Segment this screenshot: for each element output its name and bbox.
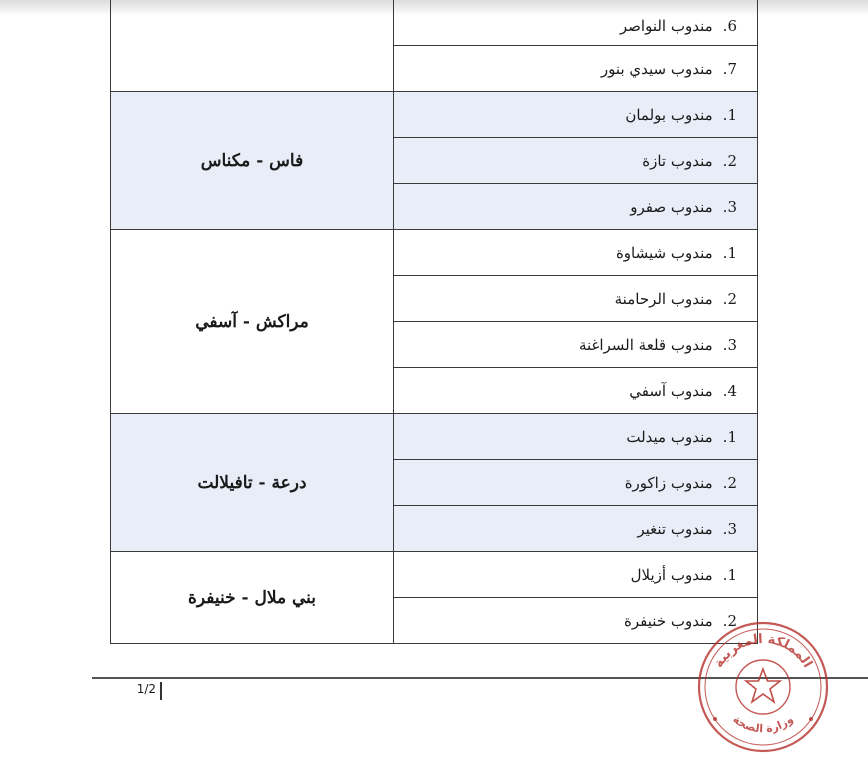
delegate-number: 1. [722, 565, 737, 584]
delegate-name: مندوب صفرو [630, 197, 713, 216]
delegate-cell [394, 92, 758, 138]
delegate-cell [394, 460, 758, 506]
delegate-number: 2. [722, 151, 737, 170]
region-cell [111, 414, 394, 552]
delegate-number: 1. [722, 243, 737, 262]
region-name: مراكش - آسفي [195, 311, 309, 332]
table-row [111, 552, 758, 598]
delegate-cell [394, 506, 758, 552]
delegate-name: مندوب قلعة السراغنة [578, 335, 713, 354]
delegate-cell [394, 184, 758, 230]
delegate-cell [394, 322, 758, 368]
delegate-number: 2. [722, 473, 737, 492]
svg-text:وزارة الصحة: وزارة الصحة [730, 712, 796, 736]
page-number: 1/2 [110, 682, 162, 700]
delegate-name: مندوب زاكورة [624, 473, 713, 492]
table-row [111, 0, 758, 46]
table-row [111, 230, 758, 276]
delegate-number: 3. [722, 335, 737, 354]
delegate-cell [394, 46, 758, 92]
svg-text:المملكة المغربية: المملكة المغربية [711, 631, 815, 671]
delegate-number: 4. [722, 381, 737, 400]
delegate-cell [394, 138, 758, 184]
delegate-number: 7. [722, 59, 737, 78]
delegate-cell [394, 552, 758, 598]
delegate-number: 2. [722, 289, 737, 308]
region-cell [111, 230, 394, 414]
delegate-name: مندوب النواصر [619, 17, 713, 35]
region-name: درعة - تافيلالت [197, 472, 307, 493]
delegate-number: 3. [722, 519, 737, 538]
delegate-name: مندوب تازة [642, 151, 713, 170]
delegate-number: 2. [722, 611, 737, 630]
delegate-name: مندوب بولمان [625, 105, 713, 124]
delegate-name: مندوب شيشاوة [615, 243, 713, 262]
delegate-name: مندوب أزيلال [630, 565, 713, 584]
delegate-number: 6. [722, 17, 737, 35]
delegate-number: 3. [722, 197, 737, 216]
region-name: فاس - مكناس [200, 150, 304, 171]
table-row [111, 92, 758, 138]
table-row [111, 414, 758, 460]
ministry-stamp-icon [693, 617, 833, 757]
region-cell [111, 0, 394, 92]
region-cell [111, 92, 394, 230]
delegate-name: مندوب الرحامنة [614, 289, 713, 308]
region-cell [111, 552, 394, 644]
delegate-name: مندوب تنغير [637, 519, 713, 538]
delegate-name: مندوب خنيفرة [624, 611, 713, 630]
delegate-cell [394, 368, 758, 414]
region-name: بني ملال - خنيفرة [187, 587, 317, 608]
delegate-number: 1. [722, 427, 737, 446]
delegates-table [110, 0, 758, 644]
delegate-cell [394, 414, 758, 460]
delegate-number: 1. [722, 105, 737, 124]
delegate-cell [394, 0, 758, 46]
delegate-cell [394, 230, 758, 276]
delegate-name: مندوب آسفي [629, 381, 713, 400]
delegate-cell [394, 276, 758, 322]
delegate-name: مندوب ميدلت [626, 427, 713, 446]
delegate-name: مندوب سيدي بنور [600, 59, 713, 78]
